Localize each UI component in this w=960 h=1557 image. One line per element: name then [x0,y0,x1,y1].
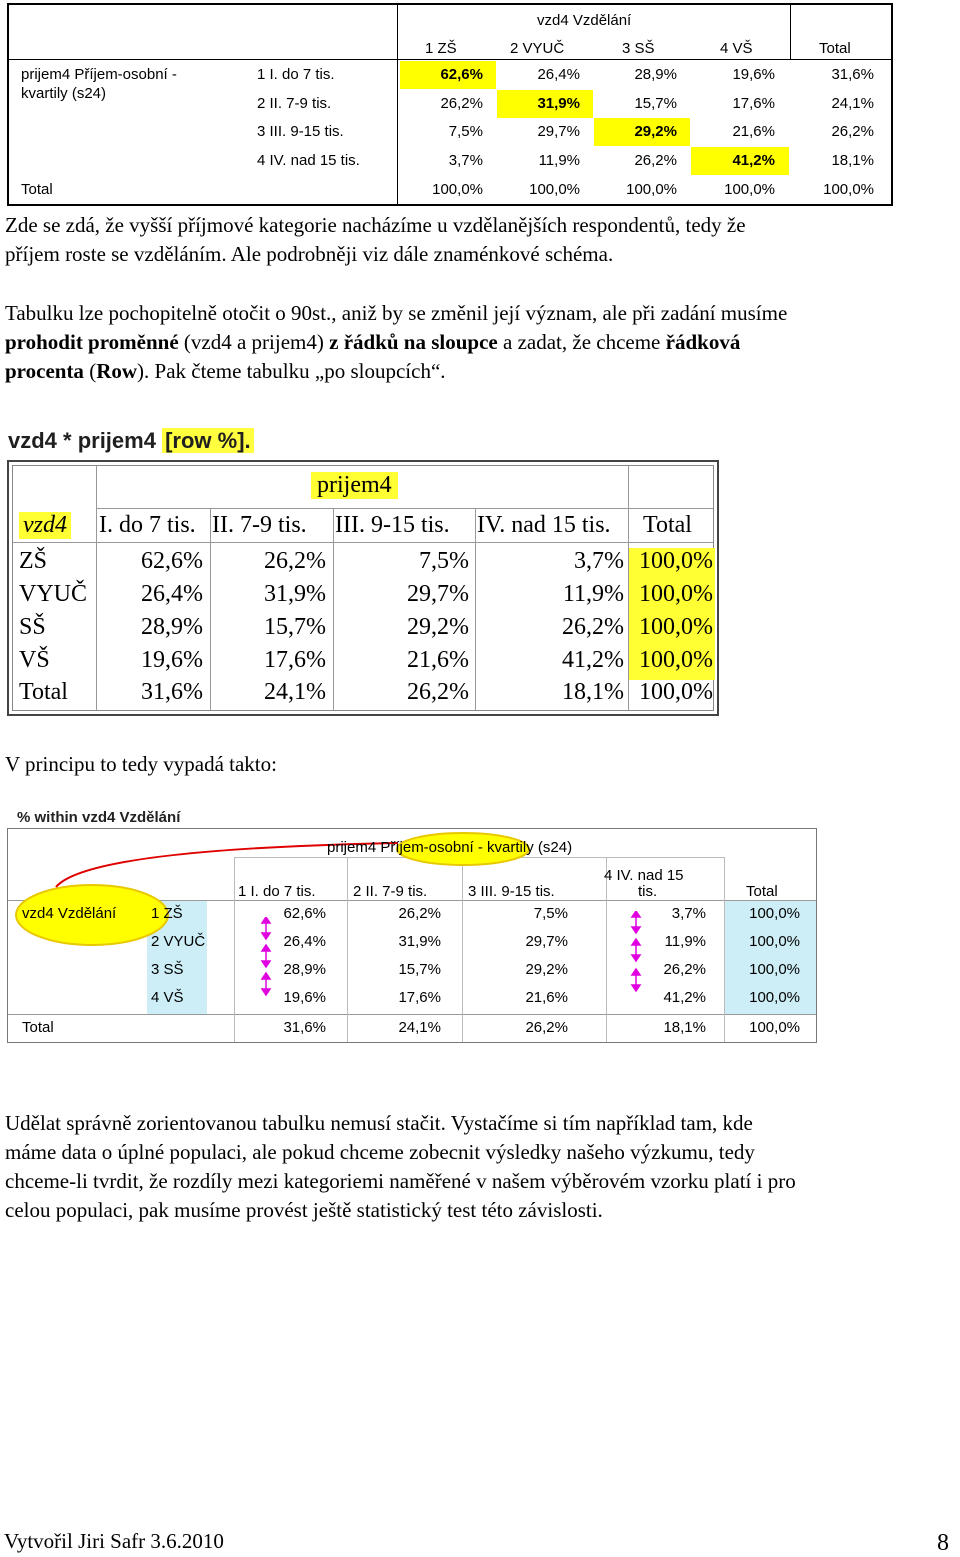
table-cell: 18,1% [663,1019,706,1036]
column-variable-header: vzd4 Vzdělání [537,12,632,29]
row-variable-label-cont: kvartily (s24) [21,85,107,102]
table-cell: 26,4% [141,581,203,607]
table-cell: 100,0% [724,181,775,198]
row-label: SŠ [19,614,46,640]
table-cell: 29,2% [525,961,568,978]
table-cell: 26,2% [525,1019,568,1036]
column-header: II. 7-9 tis. [212,512,307,538]
paragraph-3: V principu to tedy vypadá takto: [5,752,277,776]
column-header: 3 SŠ [622,40,655,57]
table-frame [12,465,714,711]
table-cell: 19,6% [732,66,775,83]
row-label: 3 III. 9-15 tis. [257,123,344,140]
table-cell: 100,0% [749,905,800,922]
table-cell: 100,0% [626,181,677,198]
bold-text: prohodit proměnné [5,330,179,354]
text-line [5,357,955,386]
text-line: příjem roste se vzděláním. Ale podrobněji viz dále znaménkové schéma. [5,242,614,266]
table-cell: 28,9% [141,614,203,640]
column-header: 3 III. 9-15 tis. [468,883,555,900]
text-line [5,328,955,357]
text-line: Udělat správně zorientovanou tabulku nemusí stačit. Vystačíme si tím například tam, kde [5,1111,753,1135]
column-header: Total [643,512,692,538]
text-line: máme data o úplné populaci, ale pokud chceme zobecnit výsledky našeho výzkumu, tedy [5,1140,755,1164]
table-cell: 29,2% [407,614,469,640]
table-cell: 29,7% [407,581,469,607]
table-cell: 3,7% [574,548,624,574]
table-cell: 26,2% [562,614,624,640]
table-cell: 17,6% [264,647,326,673]
total-row-label: Total [22,1019,54,1036]
row-label: 1 I. do 7 tis. [257,66,335,83]
table-cell: 26,2% [440,95,483,112]
table-cell: 41,2% [663,989,706,1006]
column-header: Total [819,40,851,57]
table-cell: 26,4% [283,933,326,950]
column-variable-label: prijem4 Příjem-osobní - kvartily (s24) [327,839,573,856]
column-header: Total [746,883,778,900]
table-cell: 41,2% [732,152,775,169]
column-header: I. do 7 tis. [99,512,196,538]
page-number: 8 [937,1530,949,1556]
column-header-cont: tis. [638,883,658,900]
table-cell: 29,7% [525,933,568,950]
table-cell: 31,9% [537,95,580,112]
row-label: VŠ [19,647,50,673]
table-cell: 41,2% [562,647,624,673]
footer-author: Vytvořil Jiri Safr 3.6.2010 [4,1529,224,1553]
row-label: 2 II. 7-9 tis. [257,95,332,112]
table-cell: 3,7% [448,152,483,169]
paragraph-2 [5,299,955,386]
bold-text: Row [96,359,138,383]
table-cell: 3,7% [671,905,706,922]
text-line: chceme-li tvrdit, že rozdíly mezi kategoriemi naměřené v našem výběrovém vzorku platí i pro [5,1169,796,1193]
total-row-label: Total [19,679,68,705]
row-label: 1 ZŠ [151,905,183,922]
table-cell: 21,6% [525,989,568,1006]
bold-text: z řádků na sloupce [329,330,498,354]
row-label: 2 VYUČ [151,933,206,950]
table-cell: 31,6% [831,66,874,83]
paragraph-1 [5,211,955,269]
row-variable-label: prijem4 Příjem-osobní - [21,66,177,83]
table-cell: 28,9% [283,961,326,978]
row-label: 4 IV. nad 15 tis. [257,152,360,169]
row-percent-table-image [7,460,719,716]
table-cell: 26,2% [663,961,706,978]
text-span: a zadat, že chceme [497,330,666,354]
total-row-label: Total [21,181,53,198]
table-cell: 17,6% [398,989,441,1006]
table-cell: 15,7% [634,95,677,112]
spss-crosstab-image [7,828,817,1043]
text-span: ( [83,359,97,383]
table-cell: 28,9% [634,66,677,83]
text-span: (vzd4 a prijem4) [178,330,330,354]
column-variable-label: prijem4 [311,472,398,499]
table-cell: 26,2% [634,152,677,169]
table-cell: 15,7% [264,614,326,640]
table-cell: 62,6% [440,66,483,83]
table-cell: 7,5% [448,123,483,140]
table-cell: 100,0% [639,548,713,574]
bold-text: řádková [665,330,741,354]
column-header: 4 VŠ [720,40,753,57]
column-header: 4 IV. nad 15 [604,867,684,884]
table-cell: 19,6% [141,647,203,673]
crosstab-table-1 [7,3,893,206]
row-label: 3 SŠ [151,961,184,978]
row-variable-label: vzd4 Vzdělání [22,905,117,922]
table-cell: 29,7% [537,123,580,140]
table-cell: 26,2% [398,905,441,922]
table-cell: 11,9% [538,152,580,169]
table-cell: 21,6% [732,123,775,140]
table-cell: 62,6% [141,548,203,574]
table-cell: 100,0% [639,614,713,640]
table-cell: 18,1% [831,152,874,169]
text-line: Zde se zdá, že vyšší příjmové kategorie nacházíme u vzdělanějších respondentů, tedy že [5,213,746,237]
table-cell: 100,0% [639,647,713,673]
column-header: III. 9-15 tis. [335,512,450,538]
table-cell: 7,5% [533,905,568,922]
table-cell: 26,2% [264,548,326,574]
table-cell: 31,9% [398,933,441,950]
row-label: 4 VŠ [151,989,184,1006]
table-cell: 11,9% [562,581,624,607]
table-cell: 21,6% [407,647,469,673]
table-cell: 18,1% [562,679,624,705]
text-span: ). Pak čteme tabulku „po sloupcích“. [137,359,446,383]
table-cell: 7,5% [419,548,469,574]
table-cell: 100,0% [823,181,874,198]
figure-2-title [8,428,254,454]
table-cell: 100,0% [749,961,800,978]
table-cell: 26,2% [407,679,469,705]
table-cell: 62,6% [283,905,326,922]
table-cell: 100,0% [639,581,713,607]
table-cell: 19,6% [283,989,326,1006]
table-cell: 100,0% [749,989,800,1006]
table-cell: 100,0% [639,679,713,705]
table-cell: 31,6% [141,679,203,705]
row-label: ZŠ [19,548,48,574]
table-cell: 24,1% [264,679,326,705]
text-line: celou populaci, pak musíme provést ještě statistický test této závislosti. [5,1198,603,1222]
table-cell: 24,1% [831,95,874,112]
table-cell: 31,6% [283,1019,326,1036]
table-cell: 17,6% [732,95,775,112]
row-variable-label: vzd4 [19,512,71,539]
table-cell: 26,2% [831,123,874,140]
table-cell: 31,9% [264,581,326,607]
table-cell: 24,1% [398,1019,441,1036]
table-cell: 29,2% [634,123,677,140]
figure-3-title: % within vzd4 Vzdělání [17,809,181,826]
table-cell: 26,4% [537,66,580,83]
bold-text: procenta [5,359,84,383]
column-header: IV. nad 15 tis. [477,512,611,538]
paragraph-4 [5,1109,960,1225]
title-highlight: [row %]. [162,428,254,453]
table-cell: 100,0% [529,181,580,198]
table-cell: 100,0% [432,181,483,198]
table-cell: 100,0% [749,1019,800,1036]
column-header: 2 VYUČ [510,40,565,57]
table-cell: 11,9% [664,933,706,950]
title-text: vzd4 * prijem4 [8,428,163,453]
text-line: Tabulku lze pochopitelně otočit o 90st., aniž by se změnil její význam, ale při zadání musíme [5,301,788,325]
column-header: 1 ZŠ [425,40,457,57]
row-label: VYUČ [19,581,88,607]
column-header: 1 I. do 7 tis. [238,883,316,900]
column-header: 2 II. 7-9 tis. [353,883,428,900]
table-cell: 100,0% [749,933,800,950]
table-cell: 15,7% [398,961,441,978]
